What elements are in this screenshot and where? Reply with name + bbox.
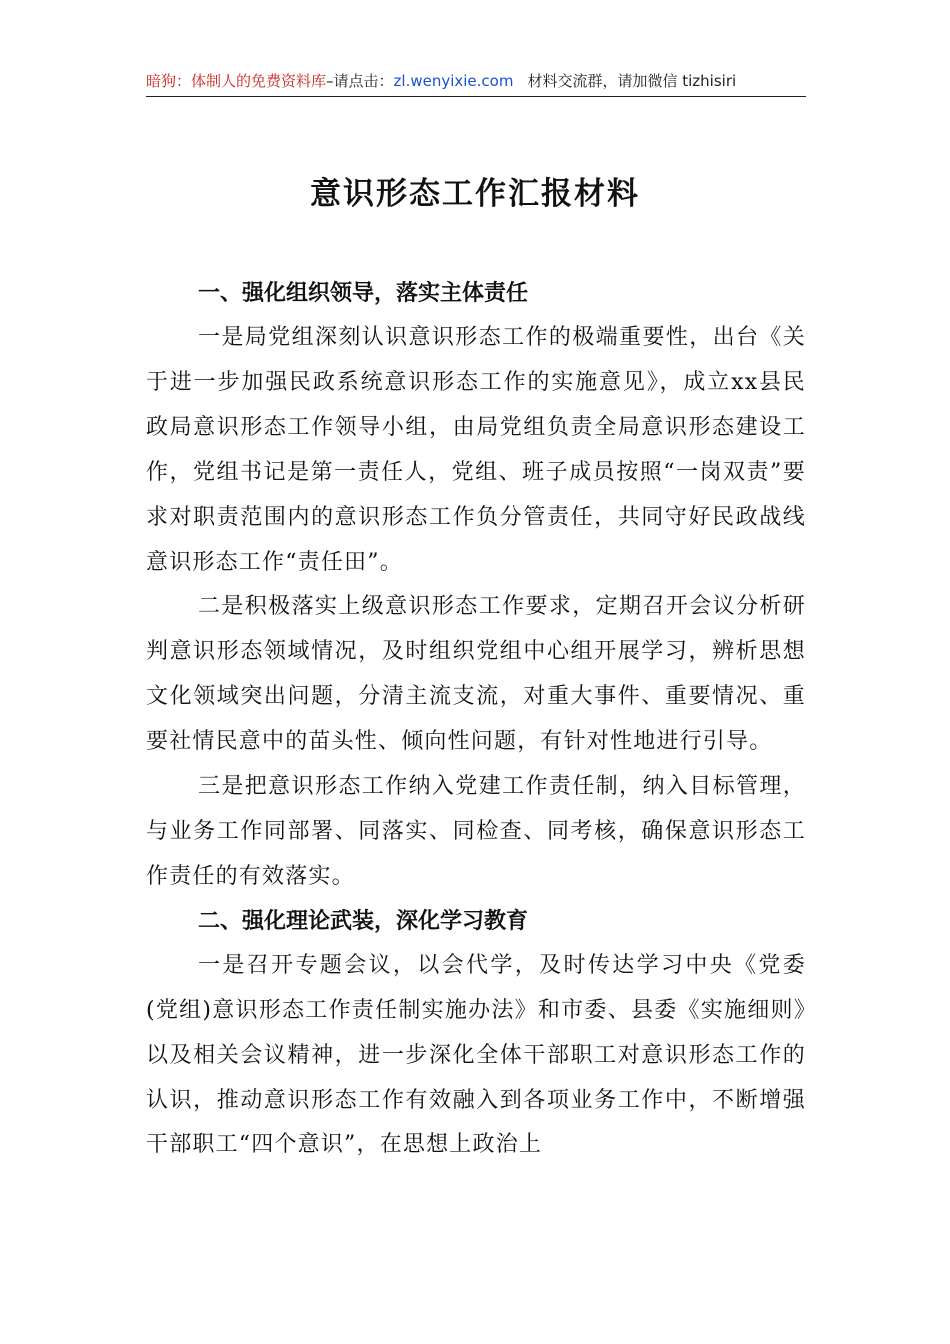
header-contact: 材料交流群，请加微信 tizhisiri: [527, 72, 737, 90]
paragraph: 一是局党组深刻认识意识形态工作的极端重要性，出台《关于进一步加强民政系统意识形态工作的实施意见》，成立xx县民政局意识形态工作领导小组，由局党组负责全局意识形态建设工作，党组书记是第一责任人，党组、班子成员按照“一岗双责”要求对职责范围内的意识形态工作负分管责任，共同守好民政战线意识形态工作“责任田”。: [146, 325, 806, 575]
header-link[interactable]: zl.wenyixie.com: [393, 72, 514, 90]
section-heading: 二、强化理论武装，深化学习教育: [198, 908, 529, 934]
document-body: [146, 272, 806, 1168]
header-prompt: –请点击：: [326, 72, 394, 90]
paragraph: 一是召开专题会议，以会代学，及时传达学习中央《党委(党组)意识形态工作责任制实施办法》和市委、县委《实施细则》以及相关会议精神，进一步深化全体干部职工对意识形态工作的认识，推动意识形态工作有效融入到各项业务工作中，不断增强干部职工“四个意识”，在思想上政治上: [146, 952, 806, 1158]
paragraph: 三是把意识形态工作纳入党建工作责任制，纳入目标管理，与业务工作同部署、同落实、同检查、同考核，确保意识形态工作责任的有效落实。: [146, 774, 806, 889]
paragraph: 二是积极落实上级意识形态工作要求，定期召开会议分析研判意识形态领域情况，及时组织党组中心组开展学习，辨析思想文化领域突出问题，分清主流支流，对重大事件、重要情况、重要社情民意中的苗头性、倾向性问题，有针对性地进行引导。: [146, 594, 806, 755]
header-brand: 暗狗：体制人的免费资料库: [146, 72, 327, 90]
page-header-banner: [146, 70, 806, 97]
document-title: 意识形态工作汇报材料: [310, 176, 640, 212]
section-heading: 一、强化组织领导，落实主体责任: [198, 281, 529, 306]
